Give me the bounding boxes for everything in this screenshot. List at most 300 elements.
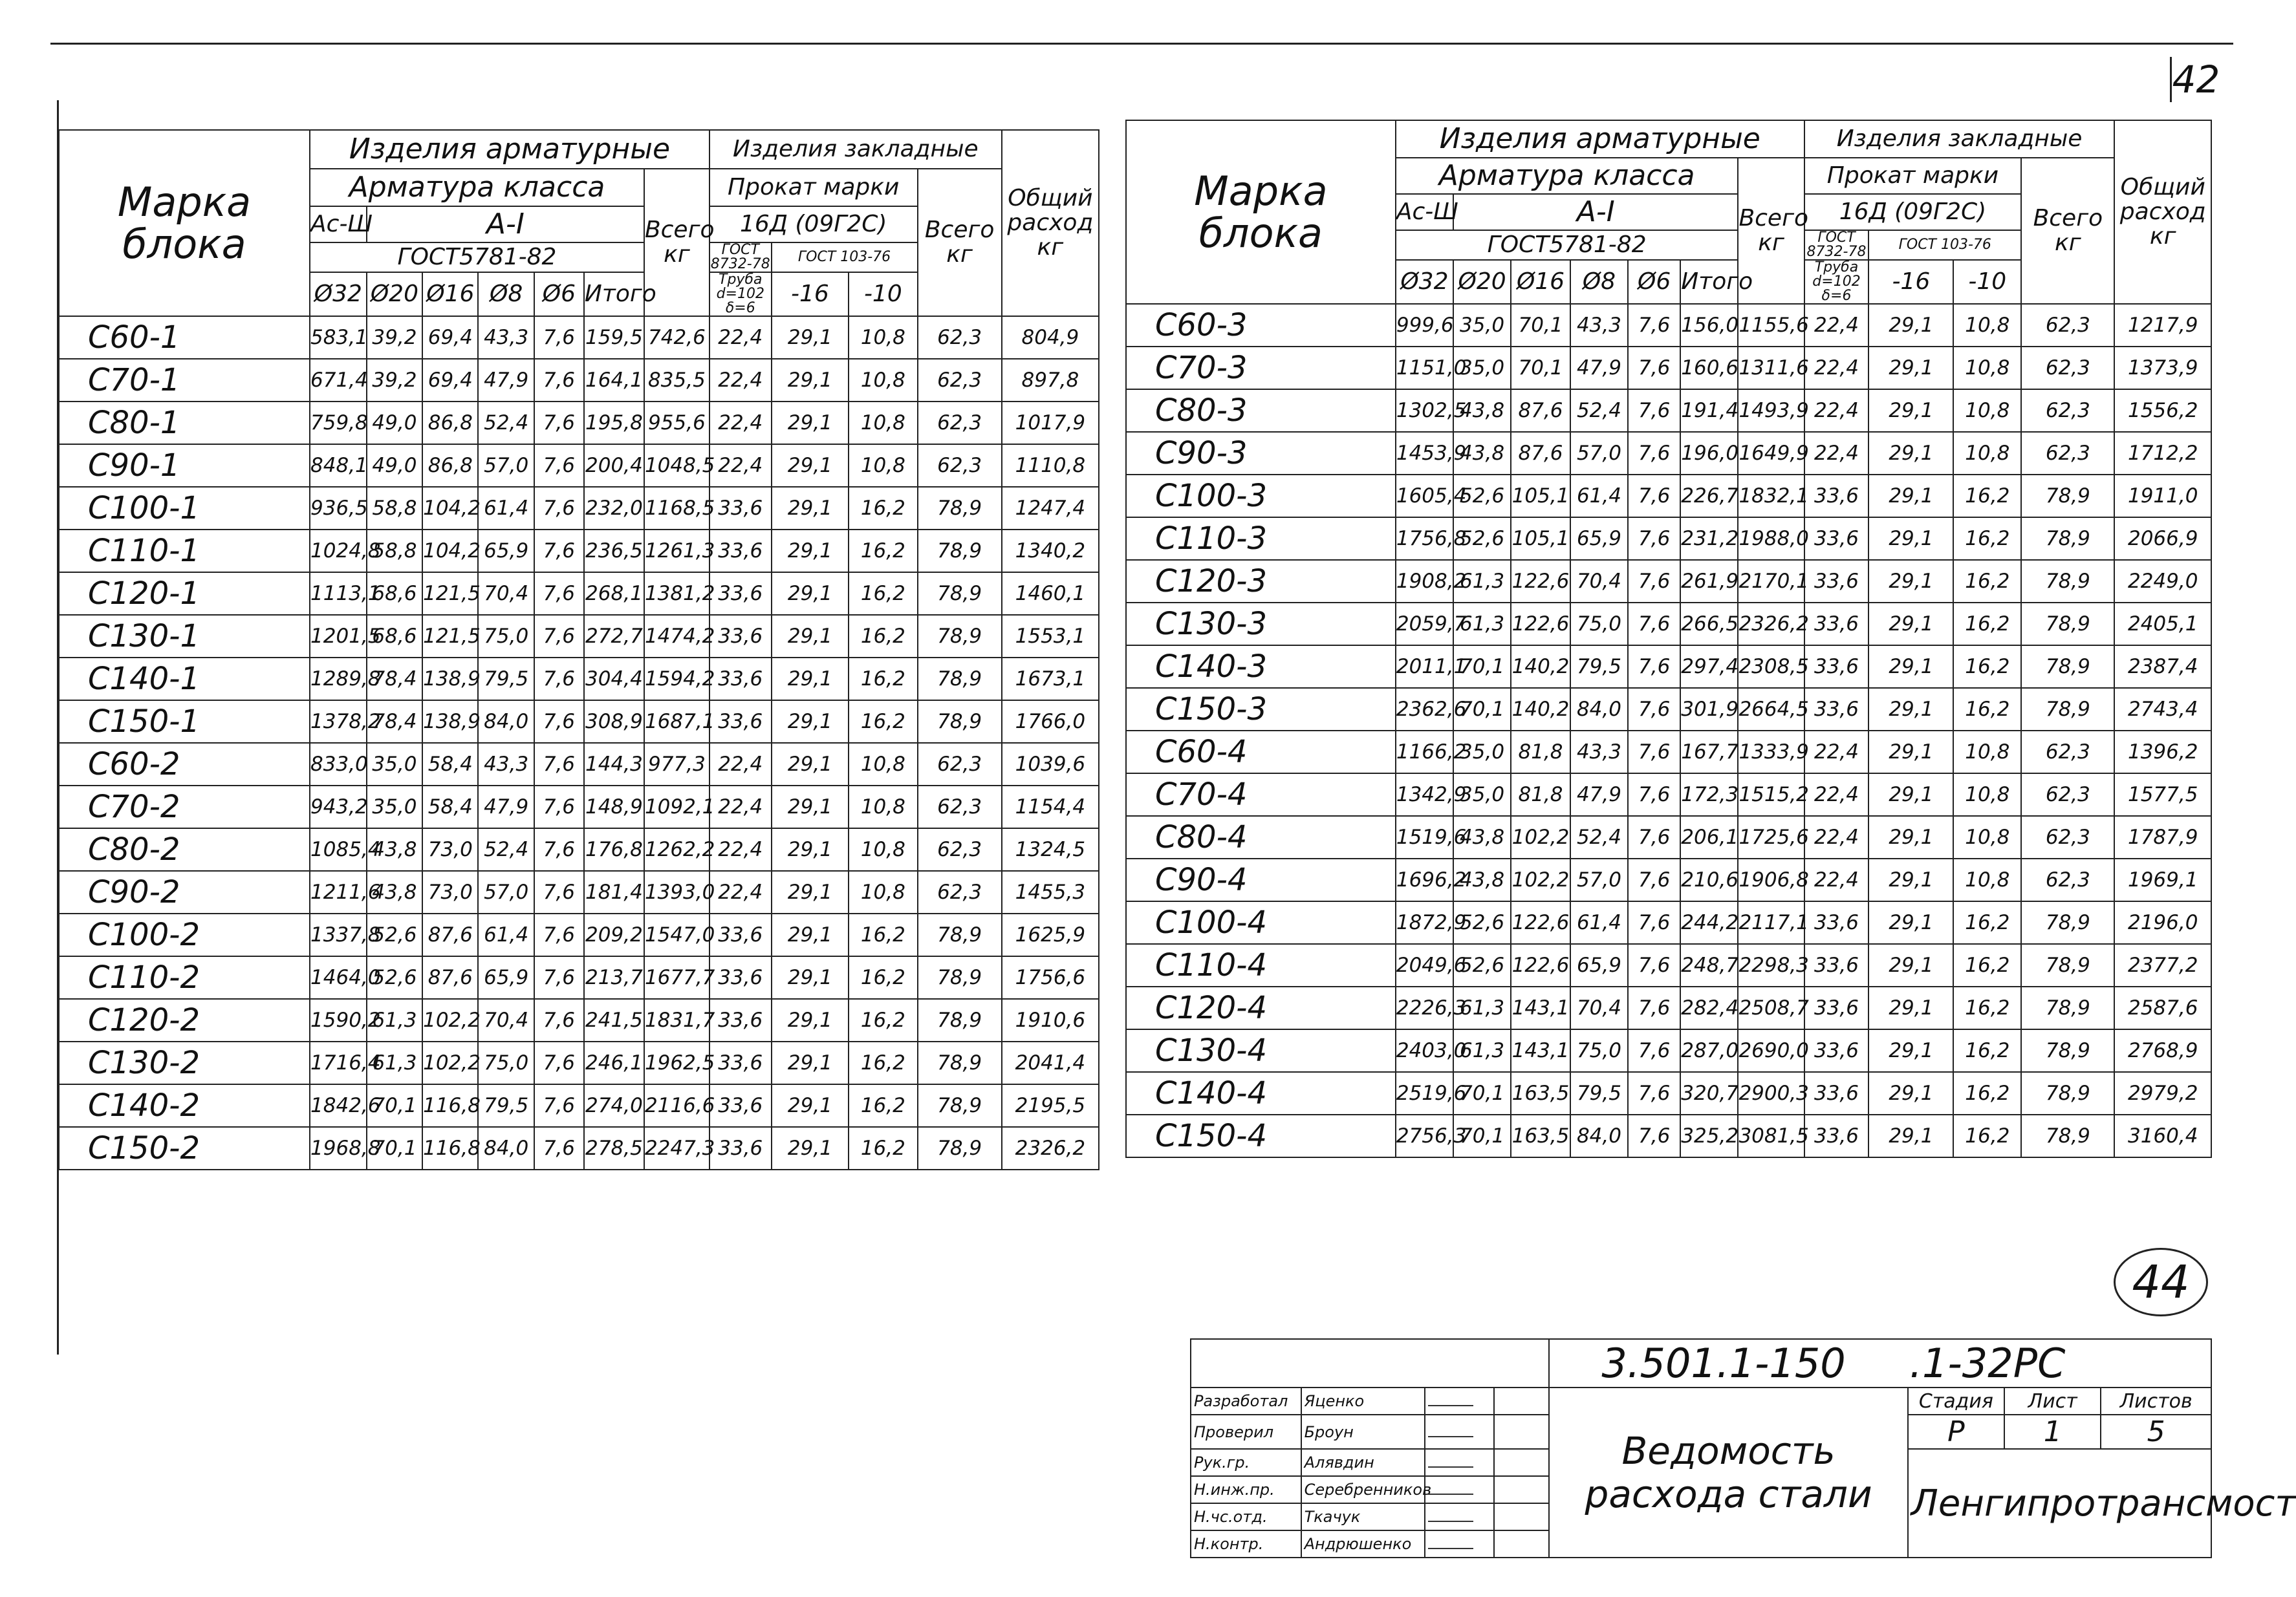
value-cell: 62,3 xyxy=(2021,304,2114,347)
table-row xyxy=(59,487,1099,530)
value-cell: 87,6 xyxy=(422,914,478,956)
block-mark-cell: С60-1 xyxy=(59,316,310,359)
value-cell: 35,0 xyxy=(367,743,422,786)
table-row xyxy=(1126,560,2211,603)
value-cell: 231,2 xyxy=(1680,517,1738,560)
block-mark-cell: С150-2 xyxy=(59,1127,310,1170)
value-cell: 176,8 xyxy=(584,828,644,871)
value-cell: 87,6 xyxy=(1511,432,1570,475)
table-row xyxy=(59,359,1099,402)
value-cell: 33,6 xyxy=(1804,1115,1869,1157)
stamp-code-cell xyxy=(1549,1339,2211,1388)
list-label: Лист xyxy=(2004,1388,2101,1415)
value-cell: 16,2 xyxy=(849,1127,917,1170)
value-cell: 29,1 xyxy=(1868,1072,1953,1115)
value-cell: 7,6 xyxy=(1628,859,1680,901)
value-cell: 232,0 xyxy=(584,487,644,530)
block-mark-cell: С90-3 xyxy=(1126,432,1396,475)
col-obshchiy-raskhod xyxy=(2114,120,2211,304)
value-cell: 1787,9 xyxy=(2114,816,2211,859)
value-cell: 1673,1 xyxy=(1002,658,1099,700)
table-row xyxy=(59,316,1099,359)
signature-mark xyxy=(1428,1536,1473,1549)
value-cell: 804,9 xyxy=(1002,316,1099,359)
value-cell: 29,1 xyxy=(1868,859,1953,901)
table-row xyxy=(59,444,1099,487)
value-cell: 33,6 xyxy=(709,572,772,615)
value-cell: 210,6 xyxy=(1680,859,1738,901)
value-cell: 2247,3 xyxy=(644,1127,709,1170)
value-cell: 1168,5 xyxy=(644,487,709,530)
value-cell: 2117,1 xyxy=(1738,901,1804,944)
value-cell: 65,9 xyxy=(478,956,534,999)
block-mark-cell: С80-3 xyxy=(1126,389,1396,432)
value-cell: 78,9 xyxy=(918,956,1002,999)
block-mark-cell: С60-3 xyxy=(1126,304,1396,347)
value-cell: 33,6 xyxy=(1804,1029,1869,1072)
value-cell: 78,9 xyxy=(2021,901,2114,944)
value-cell: 22,4 xyxy=(1804,816,1869,859)
value-cell: 62,3 xyxy=(918,786,1002,828)
value-cell: 16,2 xyxy=(1953,1072,2021,1115)
value-cell: 29,1 xyxy=(772,487,849,530)
value-cell: 1289,8 xyxy=(310,658,367,700)
value-cell: 2066,9 xyxy=(2114,517,2211,560)
table-row xyxy=(1126,901,2211,944)
value-cell: 33,6 xyxy=(709,1084,772,1127)
value-cell: 68,6 xyxy=(367,615,422,658)
value-cell: 1911,0 xyxy=(2114,475,2211,517)
document-title: Ведомость расхода стали xyxy=(1549,1388,1907,1558)
value-cell: 16,2 xyxy=(849,572,917,615)
value-cell: 1474,2 xyxy=(644,615,709,658)
value-cell: 7,6 xyxy=(534,1042,584,1084)
circled-sheet-number: 44 xyxy=(2114,1248,2208,1316)
value-cell: 1201,5 xyxy=(310,615,367,658)
value-cell: 1311,6 xyxy=(1738,347,1804,389)
table-row xyxy=(1126,603,2211,645)
table-row xyxy=(1126,645,2211,688)
value-cell: 78,9 xyxy=(2021,944,2114,987)
value-cell: 1155,6 xyxy=(1738,304,1804,347)
value-cell: 29,1 xyxy=(1868,1029,1953,1072)
value-cell: 70,4 xyxy=(1570,987,1628,1029)
value-cell: 10,8 xyxy=(1953,347,2021,389)
value-cell: 102,2 xyxy=(422,1042,478,1084)
value-cell: 7,6 xyxy=(534,444,584,487)
value-cell: 1594,2 xyxy=(644,658,709,700)
value-cell: 7,6 xyxy=(1628,1072,1680,1115)
value-cell: 70,1 xyxy=(367,1084,422,1127)
role-label: Н.чс.отд. xyxy=(1191,1503,1301,1530)
person-name: Броун xyxy=(1301,1415,1425,1449)
value-cell: 52,6 xyxy=(1453,475,1511,517)
col-marka-bloka: Марка блока xyxy=(59,130,310,316)
value-cell: 144,3 xyxy=(584,743,644,786)
signature-mark xyxy=(1428,1455,1473,1468)
value-cell: 29,1 xyxy=(772,914,849,956)
value-cell: 10,8 xyxy=(849,828,917,871)
value-cell: 244,2 xyxy=(1680,901,1738,944)
value-cell: 320,7 xyxy=(1680,1072,1738,1115)
value-cell: 78,9 xyxy=(918,1042,1002,1084)
value-cell: 62,3 xyxy=(918,402,1002,444)
value-cell: 33,6 xyxy=(1804,1072,1869,1115)
person-name: Андрюшенко xyxy=(1301,1530,1425,1558)
value-cell: 16,2 xyxy=(1953,560,2021,603)
value-cell: 2900,3 xyxy=(1738,1072,1804,1115)
value-cell: 84,0 xyxy=(478,700,534,743)
block-mark-cell: С110-1 xyxy=(59,530,310,572)
block-mark-cell: С70-4 xyxy=(1126,773,1396,816)
value-cell: 116,8 xyxy=(422,1127,478,1170)
value-cell: 16,2 xyxy=(849,914,917,956)
value-cell: 10,8 xyxy=(849,316,917,359)
value-cell: 1340,2 xyxy=(1002,530,1099,572)
value-cell: 62,3 xyxy=(2021,389,2114,432)
table-row xyxy=(59,999,1099,1042)
value-cell: 52,4 xyxy=(1570,816,1628,859)
value-cell: 22,4 xyxy=(1804,389,1869,432)
value-cell: 29,1 xyxy=(772,615,849,658)
value-cell: 33,6 xyxy=(709,999,772,1042)
value-cell: 10,8 xyxy=(849,786,917,828)
value-cell: 78,9 xyxy=(2021,560,2114,603)
value-cell: 61,4 xyxy=(1570,901,1628,944)
value-cell: 7,6 xyxy=(1628,645,1680,688)
value-cell: 1577,5 xyxy=(2114,773,2211,816)
value-cell: 2756,3 xyxy=(1396,1115,1453,1157)
value-cell: 105,1 xyxy=(1511,517,1570,560)
value-cell: 195,8 xyxy=(584,402,644,444)
block-mark-cell: С110-4 xyxy=(1126,944,1396,987)
value-cell: 47,9 xyxy=(478,786,534,828)
value-cell: 43,8 xyxy=(367,828,422,871)
value-cell: 22,4 xyxy=(709,828,772,871)
value-cell: 268,1 xyxy=(584,572,644,615)
value-cell: 78,9 xyxy=(2021,475,2114,517)
value-cell: 2196,0 xyxy=(2114,901,2211,944)
list-value: 1 xyxy=(2004,1415,2101,1449)
block-mark-cell: С100-1 xyxy=(59,487,310,530)
value-cell: 84,0 xyxy=(1570,1115,1628,1157)
value-cell: 79,5 xyxy=(1570,645,1628,688)
value-cell: 78,9 xyxy=(2021,1072,2114,1115)
value-cell: 1493,9 xyxy=(1738,389,1804,432)
sheet-code: .1-32РС xyxy=(1909,1340,2066,1387)
value-cell: 43,3 xyxy=(1570,731,1628,773)
value-cell: 325,2 xyxy=(1680,1115,1738,1157)
value-cell: 140,2 xyxy=(1511,645,1570,688)
value-cell: 1333,9 xyxy=(1738,731,1804,773)
role-label: Н.инж.пр. xyxy=(1191,1476,1301,1503)
value-cell: 671,4 xyxy=(310,359,367,402)
value-cell: 16,2 xyxy=(1953,475,2021,517)
value-cell: 1553,1 xyxy=(1002,615,1099,658)
value-cell: 52,4 xyxy=(1570,389,1628,432)
value-cell: 1906,8 xyxy=(1738,859,1804,901)
vsego-zakl-unit: кг xyxy=(2055,230,2081,256)
block-mark-cell: С120-2 xyxy=(59,999,310,1042)
value-cell: 2195,5 xyxy=(1002,1084,1099,1127)
value-cell: 1151,0 xyxy=(1396,347,1453,389)
value-cell: 78,9 xyxy=(2021,987,2114,1029)
hdr-d8: Ø8 xyxy=(1570,260,1628,304)
value-cell: 69,4 xyxy=(422,359,478,402)
value-cell: 57,0 xyxy=(478,871,534,914)
table-row xyxy=(59,615,1099,658)
hdr-gost-armatura: ГОСТ5781-82 xyxy=(1396,230,1738,260)
value-cell: 43,3 xyxy=(478,316,534,359)
value-cell: 7,6 xyxy=(534,871,584,914)
value-cell: 1712,2 xyxy=(2114,432,2211,475)
value-cell: 248,7 xyxy=(1680,944,1738,987)
value-cell: 29,1 xyxy=(1868,987,1953,1029)
table-row xyxy=(1126,859,2211,901)
value-cell: 29,1 xyxy=(1868,389,1953,432)
value-cell: 1556,2 xyxy=(2114,389,2211,432)
value-cell: 181,4 xyxy=(584,871,644,914)
value-cell: 308,9 xyxy=(584,700,644,743)
hdr-prokat-marki: Прокат марки xyxy=(709,169,918,206)
table-row xyxy=(59,786,1099,828)
obshchiy-raskhod-unit: кг xyxy=(1037,233,1064,261)
value-cell: 70,4 xyxy=(478,572,534,615)
value-cell: 33,6 xyxy=(709,914,772,956)
obshchiy-raskhod-label: Общий расход xyxy=(2119,174,2206,226)
value-cell: 84,0 xyxy=(478,1127,534,1170)
value-cell: 1217,9 xyxy=(2114,304,2211,347)
value-cell: 1687,1 xyxy=(644,700,709,743)
value-cell: 49,0 xyxy=(367,402,422,444)
value-cell: 75,0 xyxy=(478,1042,534,1084)
value-cell: 2362,6 xyxy=(1396,688,1453,731)
value-cell: 78,9 xyxy=(2021,1029,2114,1072)
value-cell: 22,4 xyxy=(709,871,772,914)
value-cell: 7,6 xyxy=(1628,731,1680,773)
obshchiy-raskhod-unit: кг xyxy=(2149,222,2176,250)
date-cell xyxy=(1494,1476,1549,1503)
value-cell: 16,2 xyxy=(1953,603,2021,645)
hdr-izdeliya-zakladnye: Изделия закладные xyxy=(1804,120,2115,158)
value-cell: 70,1 xyxy=(1453,1072,1511,1115)
value-cell: 1831,7 xyxy=(644,999,709,1042)
value-cell: 2519,6 xyxy=(1396,1072,1453,1115)
value-cell: 29,1 xyxy=(1868,560,1953,603)
value-cell: 33,6 xyxy=(709,487,772,530)
value-cell: 79,5 xyxy=(1570,1072,1628,1115)
value-cell: 70,1 xyxy=(1453,688,1511,731)
value-cell: 2405,1 xyxy=(2114,603,2211,645)
signature-cell xyxy=(1425,1449,1494,1476)
block-mark-cell: С70-1 xyxy=(59,359,310,402)
signature-mark xyxy=(1428,1393,1473,1406)
value-cell: 35,0 xyxy=(1453,773,1511,816)
value-cell: 70,4 xyxy=(478,999,534,1042)
value-cell: 274,0 xyxy=(584,1084,644,1127)
block-mark-cell: С130-4 xyxy=(1126,1029,1396,1072)
signature-cell xyxy=(1425,1530,1494,1558)
block-mark-cell: С130-2 xyxy=(59,1042,310,1084)
value-cell: 1464,0 xyxy=(310,956,367,999)
document-code: 3.501.1-150 xyxy=(1601,1340,1846,1387)
value-cell: 7,6 xyxy=(1628,603,1680,645)
date-cell xyxy=(1494,1503,1549,1530)
value-cell: 1696,2 xyxy=(1396,859,1453,901)
value-cell: 1342,9 xyxy=(1396,773,1453,816)
value-cell: 33,6 xyxy=(1804,645,1869,688)
value-cell: 1247,4 xyxy=(1002,487,1099,530)
hdr-d32: Ø32 xyxy=(310,272,367,316)
value-cell: 16,2 xyxy=(1953,517,2021,560)
value-cell: 1324,5 xyxy=(1002,828,1099,871)
value-cell: 35,0 xyxy=(1453,304,1511,347)
value-cell: 1908,2 xyxy=(1396,560,1453,603)
value-cell: 62,3 xyxy=(918,871,1002,914)
value-cell: 57,0 xyxy=(1570,859,1628,901)
value-cell: 16,2 xyxy=(849,487,917,530)
value-cell: 29,1 xyxy=(772,786,849,828)
value-cell: 78,9 xyxy=(918,999,1002,1042)
value-cell: 1261,3 xyxy=(644,530,709,572)
value-cell: 61,4 xyxy=(1570,475,1628,517)
block-mark-cell: С70-3 xyxy=(1126,347,1396,389)
value-cell: 7,6 xyxy=(1628,304,1680,347)
value-cell: 16,2 xyxy=(849,700,917,743)
date-cell xyxy=(1494,1388,1549,1415)
value-cell: 16,2 xyxy=(849,999,917,1042)
value-cell: 206,1 xyxy=(1680,816,1738,859)
page-number: 42 xyxy=(2170,57,2220,102)
value-cell: 61,4 xyxy=(478,487,534,530)
value-cell: 138,9 xyxy=(422,700,478,743)
hdr-itogo: Итого xyxy=(584,272,644,316)
value-cell: 29,1 xyxy=(772,999,849,1042)
value-cell: 7,6 xyxy=(534,1084,584,1127)
hdr-prokat-marki: Прокат марки xyxy=(1804,158,2022,194)
person-name: Ткачук xyxy=(1301,1503,1425,1530)
value-cell: 29,1 xyxy=(1868,1115,1953,1157)
listov-label: Листов xyxy=(2101,1388,2211,1415)
value-cell: 29,1 xyxy=(1868,816,1953,859)
value-cell: 2387,4 xyxy=(2114,645,2211,688)
value-cell: 47,9 xyxy=(1570,347,1628,389)
hdr-minus10: -10 xyxy=(1953,260,2021,304)
value-cell: 2326,2 xyxy=(1738,603,1804,645)
table-row xyxy=(1126,1029,2211,1072)
table-row xyxy=(59,956,1099,999)
table-row xyxy=(1126,347,2211,389)
vsego-zakl-label: Всего xyxy=(2033,205,2103,232)
value-cell: 78,4 xyxy=(367,700,422,743)
block-mark-cell: С100-4 xyxy=(1126,901,1396,944)
table-row xyxy=(1126,816,2211,859)
block-mark-cell: С110-2 xyxy=(59,956,310,999)
value-cell: 10,8 xyxy=(1953,859,2021,901)
value-cell: 104,2 xyxy=(422,487,478,530)
value-cell: 75,0 xyxy=(1570,1029,1628,1072)
value-cell: 29,1 xyxy=(1868,603,1953,645)
value-cell: 1910,6 xyxy=(1002,999,1099,1042)
value-cell: 102,2 xyxy=(1511,816,1570,859)
value-cell: 1832,1 xyxy=(1738,475,1804,517)
value-cell: 61,3 xyxy=(1453,560,1511,603)
value-cell: 87,6 xyxy=(422,956,478,999)
value-cell: 33,6 xyxy=(1804,944,1869,987)
value-cell: 33,6 xyxy=(709,700,772,743)
table-row xyxy=(1126,475,2211,517)
value-cell: 10,8 xyxy=(1953,773,2021,816)
block-mark-cell: С90-2 xyxy=(59,871,310,914)
value-cell: 62,3 xyxy=(2021,816,2114,859)
value-cell: 2326,2 xyxy=(1002,1127,1099,1170)
value-cell: 10,8 xyxy=(849,871,917,914)
value-cell: 1048,5 xyxy=(644,444,709,487)
value-cell: 160,6 xyxy=(1680,347,1738,389)
value-cell: 62,3 xyxy=(918,743,1002,786)
value-cell: 7,6 xyxy=(1628,560,1680,603)
hdr-itogo: Итого xyxy=(1680,260,1738,304)
value-cell: 78,9 xyxy=(918,1127,1002,1170)
value-cell: 2041,4 xyxy=(1002,1042,1099,1084)
value-cell: 1547,0 xyxy=(644,914,709,956)
vsego-arm-label: Всего xyxy=(644,217,715,244)
value-cell: 7,6 xyxy=(534,359,584,402)
obshchiy-raskhod-label: Общий расход xyxy=(1007,185,1094,237)
block-mark-cell: С120-4 xyxy=(1126,987,1396,1029)
table-row xyxy=(59,572,1099,615)
value-cell: 62,3 xyxy=(918,444,1002,487)
hdr-d32: Ø32 xyxy=(1396,260,1453,304)
value-cell: 57,0 xyxy=(1570,432,1628,475)
value-cell: 78,9 xyxy=(918,914,1002,956)
value-cell: 897,8 xyxy=(1002,359,1099,402)
block-mark-cell: С80-4 xyxy=(1126,816,1396,859)
hdr-armatura-klassa: Арматура класса xyxy=(1396,158,1738,194)
value-cell: 1766,0 xyxy=(1002,700,1099,743)
value-cell: 172,3 xyxy=(1680,773,1738,816)
value-cell: 22,4 xyxy=(1804,859,1869,901)
value-cell: 62,3 xyxy=(2021,432,2114,475)
block-mark-cell: С120-3 xyxy=(1126,560,1396,603)
title-block xyxy=(1190,1338,2296,1553)
block-mark-cell: С140-2 xyxy=(59,1084,310,1127)
signature-cell xyxy=(1425,1503,1494,1530)
value-cell: 1969,1 xyxy=(2114,859,2211,901)
value-cell: 7,6 xyxy=(534,828,584,871)
value-cell: 33,6 xyxy=(1804,901,1869,944)
value-cell: 3081,5 xyxy=(1738,1115,1804,1157)
value-cell: 78,9 xyxy=(2021,603,2114,645)
hdr-vsego-zakl xyxy=(2021,158,2114,304)
value-cell: 246,1 xyxy=(584,1042,644,1084)
value-cell: 16,2 xyxy=(1953,901,2021,944)
role-label: Проверил xyxy=(1191,1415,1301,1449)
value-cell: 1519,6 xyxy=(1396,816,1453,859)
value-cell: 33,6 xyxy=(1804,560,1869,603)
person-name: Серебренников xyxy=(1301,1476,1425,1503)
value-cell: 7,6 xyxy=(1628,389,1680,432)
value-cell: 79,5 xyxy=(478,658,534,700)
value-cell: 43,3 xyxy=(1570,304,1628,347)
value-cell: 2587,6 xyxy=(2114,987,2211,1029)
value-cell: 29,1 xyxy=(1868,731,1953,773)
value-cell: 7,6 xyxy=(534,530,584,572)
table-row xyxy=(1126,987,2211,1029)
listov-value: 5 xyxy=(2101,1415,2211,1449)
hdr-d20: Ø20 xyxy=(367,272,422,316)
value-cell: 163,5 xyxy=(1511,1072,1570,1115)
